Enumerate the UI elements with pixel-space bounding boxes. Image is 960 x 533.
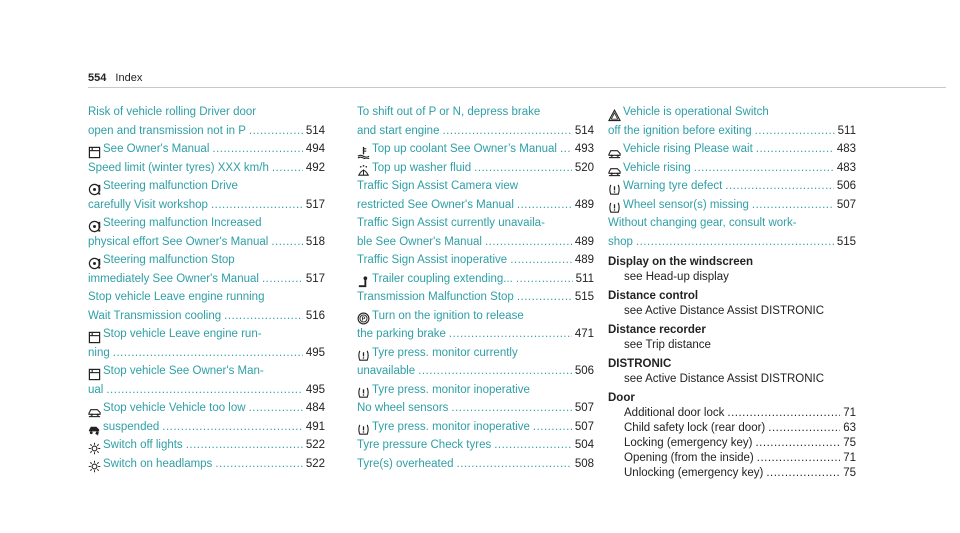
see-reference[interactable]: see Active Distance Assist DISTRONIC: [624, 305, 825, 317]
index-entry-text[interactable]: Top up coolant See Owner’s Manual: [372, 143, 557, 155]
index-entry-line: [608, 122, 856, 141]
page-ref[interactable]: 515: [836, 235, 856, 248]
sub-entry-text: Unlocking (emergency key): [624, 467, 764, 479]
dot-leader: [249, 122, 303, 141]
index-entry-text[interactable]: To shift out of P or N, depress brake: [357, 106, 541, 118]
dot-leader: [694, 159, 834, 178]
page-ref[interactable]: 517: [305, 198, 325, 211]
page-ref[interactable]: 514: [574, 124, 594, 137]
index-entry-text[interactable]: Trailer coupling extending...: [372, 272, 513, 285]
dot-leader: [211, 196, 303, 215]
index-entry[interactable]: [608, 140, 856, 159]
index-entry-line: [88, 381, 325, 400]
keyword-term: Display on the windscreen: [608, 256, 754, 268]
keyword-entry: [608, 357, 856, 387]
dot-leader: [186, 436, 303, 455]
dot-leader: [215, 455, 303, 474]
index-entry-line: [357, 251, 594, 270]
page-ref[interactable]: 489: [574, 254, 594, 266]
dot-leader: [755, 436, 840, 451]
index-entry-text[interactable]: Traffic Sign Assist Camera view: [357, 180, 519, 192]
index-entry-line: [88, 307, 325, 326]
light-icon: [88, 460, 101, 473]
page-ref[interactable]: 517: [305, 272, 325, 285]
page-ref[interactable]: 522: [305, 439, 325, 451]
index-entry[interactable]: [608, 214, 856, 251]
dot-leader: [451, 399, 571, 418]
index-entry-text[interactable]: Tyre(s) overheated: [357, 457, 454, 470]
index-entry[interactable]: [357, 103, 594, 140]
dot-leader: [517, 288, 572, 307]
index-entry-line: [357, 344, 594, 363]
keyword-entry: [608, 255, 856, 285]
index-entry[interactable]: [88, 399, 325, 418]
index-entry[interactable]: [357, 436, 594, 455]
dot-leader: [272, 159, 303, 178]
index-entry[interactable]: [88, 177, 325, 214]
dot-leader: [457, 455, 572, 474]
index-entry-text[interactable]: suspended: [103, 420, 160, 433]
index-column-1: [88, 103, 325, 473]
steering-warning-icon: [88, 220, 101, 233]
page-ref[interactable]: 495: [305, 346, 325, 359]
dot-leader: [418, 362, 572, 381]
page-ref[interactable]: 71: [843, 407, 856, 419]
light-icon: [88, 442, 101, 455]
index-column-2: [357, 103, 594, 473]
index-entry-line: [88, 270, 325, 289]
parking-brake-icon: [357, 312, 370, 325]
dot-leader: [560, 140, 572, 159]
page-ref[interactable]: 504: [574, 439, 594, 451]
index-entry-line: [357, 362, 594, 381]
see-reference[interactable]: see Trip distance: [624, 339, 711, 351]
page-ref[interactable]: 522: [305, 457, 325, 470]
index-entry-line: [88, 288, 325, 307]
index-entry-text[interactable]: Tyre press. monitor currently: [372, 346, 518, 359]
sub-entry-text: Opening (from the inside): [624, 452, 754, 464]
coolant-icon: [357, 146, 370, 159]
index-entry-text[interactable]: unavailable: [357, 365, 416, 377]
dot-leader: [249, 399, 303, 418]
index-entry-line: [88, 159, 325, 178]
index-entry-text[interactable]: immediately See Owner's Manual: [88, 272, 259, 285]
index-entry-text[interactable]: Top up washer fluid: [372, 161, 472, 174]
page-ref[interactable]: 494: [305, 143, 325, 155]
tyre-pressure-icon: [357, 349, 370, 362]
warning-triangle-icon: [608, 109, 621, 122]
page-ref[interactable]: 507: [836, 198, 856, 211]
drive-system-icon: [88, 423, 101, 436]
index-entry-line: [88, 399, 325, 418]
index-entry-text[interactable]: and start engine: [357, 124, 440, 137]
page-ref[interactable]: 518: [305, 235, 325, 248]
index-entry-line: [88, 196, 325, 215]
dot-leader: [755, 122, 835, 141]
index-entry-line: [608, 140, 856, 159]
index-entry-line: [357, 288, 594, 307]
index-entry-text[interactable]: Steering malfunction Increased: [103, 217, 262, 229]
page-number: 554: [88, 72, 107, 84]
dot-leader: [752, 196, 834, 215]
dot-leader: [766, 466, 840, 481]
index-entry-line: [88, 362, 325, 381]
tyre-pressure-icon: [357, 423, 370, 436]
page-ref[interactable]: 63: [843, 422, 856, 434]
index-entry-text[interactable]: Switch on headlamps: [103, 457, 213, 470]
index-entry-text[interactable]: Steering malfunction Drive: [103, 180, 238, 192]
keyword-entries: [608, 251, 856, 481]
index-entry-line: [357, 140, 594, 159]
vehicle-level-icon: [608, 164, 621, 177]
index-entry-text[interactable]: Without changing gear, consult work-: [608, 217, 797, 229]
index-entry[interactable]: [357, 177, 594, 214]
index-entry-text[interactable]: Stop vehicle Leave engine run-: [103, 328, 262, 340]
trailer-hitch-icon: [357, 275, 370, 288]
see-reference[interactable]: see Active Distance Assist DISTRONIC: [624, 373, 825, 385]
index-entry[interactable]: [88, 436, 325, 455]
index-entry-text[interactable]: physical effort See Owner's Manual: [88, 235, 269, 248]
index-entry-text[interactable]: off the ignition before exiting: [608, 124, 752, 137]
dot-leader: [768, 421, 840, 436]
page-ref[interactable]: 520: [574, 161, 594, 174]
page-ref[interactable]: 483: [836, 161, 856, 174]
keyword-term: Door: [608, 392, 635, 404]
page-ref[interactable]: 75: [843, 467, 856, 479]
sub-entry[interactable]: [608, 421, 856, 436]
page-ref[interactable]: 489: [574, 198, 594, 211]
index-entry[interactable]: [357, 140, 594, 159]
dot-leader: [757, 451, 840, 466]
tyre-pressure-icon: [608, 183, 621, 196]
index-entry-line: [88, 122, 325, 141]
index-entry-text[interactable]: Speed limit (winter tyres) XXX km/h: [88, 161, 269, 174]
index-entry-line: [357, 325, 594, 344]
tyre-pressure-icon: [357, 386, 370, 399]
index-entry-line: [88, 214, 325, 233]
dot-leader: [510, 251, 572, 270]
index-entry[interactable]: [357, 214, 594, 251]
index-entry-line: [88, 233, 325, 252]
index-entry-line: [608, 214, 856, 233]
index-entry-line: [88, 103, 325, 122]
page-ref[interactable]: 484: [305, 402, 325, 414]
index-entry-line: [88, 436, 325, 455]
index-entry-text[interactable]: ning: [88, 346, 110, 359]
page-ref[interactable]: 492: [305, 161, 325, 174]
index-entry-line: [357, 196, 594, 215]
steering-warning-icon: [88, 183, 101, 196]
sub-entry-text: Child safety lock (rear door): [624, 422, 766, 434]
page-ref[interactable]: 506: [836, 180, 856, 192]
index-entry-text[interactable]: Traffic Sign Assist currently unavaila-: [357, 217, 545, 229]
index-entry-line: [357, 159, 594, 178]
dot-leader: [224, 307, 303, 326]
index-entry-text[interactable]: restricted See Owner's Manual: [357, 198, 514, 211]
index-entry-text[interactable]: Vehicle rising Please wait: [623, 143, 753, 155]
index-entry-text[interactable]: Traffic Sign Assist inoperative: [357, 254, 508, 266]
page-ref[interactable]: 506: [574, 365, 594, 377]
page-ref[interactable]: 515: [574, 291, 594, 303]
index-entry-line: [357, 214, 594, 233]
index-entry-line: [88, 455, 325, 474]
page-ref[interactable]: 508: [574, 457, 594, 470]
index-entry-line: [357, 418, 594, 437]
page-ref[interactable]: 491: [305, 420, 325, 433]
index-entry-text[interactable]: Risk of vehicle rolling Driver door: [88, 106, 257, 118]
sub-entry[interactable]: [608, 451, 856, 466]
vehicle-level-icon: [608, 146, 621, 159]
index-entry[interactable]: [357, 307, 594, 344]
page-ref[interactable]: 507: [574, 402, 594, 414]
page-ref[interactable]: 514: [305, 124, 325, 137]
page-ref[interactable]: 493: [574, 143, 594, 155]
page-ref[interactable]: 75: [843, 437, 856, 449]
index-entry-text[interactable]: carefully Visit workshop: [88, 198, 208, 211]
index-entry-text[interactable]: Tyre press. monitor inoperative: [372, 383, 530, 396]
keyword-term: Distance recorder: [608, 324, 706, 336]
sub-entry-text: Additional door lock: [624, 407, 725, 419]
svg-text:P: P: [361, 316, 366, 323]
index-entry[interactable]: [608, 177, 856, 196]
index-entry-text[interactable]: See Owner's Manual: [103, 143, 210, 155]
page-ref[interactable]: 471: [574, 328, 594, 340]
index-entry[interactable]: [357, 159, 594, 178]
index-entry-line: [357, 455, 594, 474]
dot-leader: [106, 381, 302, 400]
page-ref[interactable]: 511: [837, 124, 856, 137]
index-entry-line: [88, 325, 325, 344]
dot-leader: [494, 436, 572, 455]
index-entry-text[interactable]: Tyre press. monitor inoperative: [372, 420, 530, 433]
index-entry-line: [88, 418, 325, 437]
index-entry-line: [357, 122, 594, 141]
message-entries: [608, 103, 856, 251]
index-entry-line: [88, 140, 325, 159]
index-entry-text[interactable]: Wait Transmission cooling: [88, 309, 222, 322]
tyre-pressure-icon: [608, 201, 621, 214]
index-entry-line: [357, 103, 594, 122]
sub-entry[interactable]: [608, 436, 856, 451]
index-entry-text[interactable]: Vehicle rising: [623, 161, 691, 174]
index-column-3: [608, 103, 856, 485]
dot-leader: [517, 196, 572, 215]
dot-leader: [485, 233, 572, 252]
dot-leader: [212, 140, 302, 159]
index-entry[interactable]: [88, 140, 325, 159]
dot-leader: [533, 418, 572, 437]
page-ref[interactable]: 483: [836, 143, 856, 155]
dot-leader: [271, 233, 302, 252]
keyword-entry: [608, 289, 856, 319]
page-ref[interactable]: 507: [574, 420, 594, 433]
vehicle-level-icon: [88, 405, 101, 418]
index-entry[interactable]: [88, 103, 325, 140]
index-entry[interactable]: [357, 381, 594, 418]
index-entry-line: [357, 307, 594, 326]
keyword-term: DISTRONIC: [608, 358, 672, 370]
washer-fluid-icon: [357, 164, 370, 177]
steering-warning-icon: [88, 257, 101, 270]
index-entry[interactable]: [357, 455, 594, 474]
index-entry[interactable]: [88, 455, 325, 474]
dot-leader: [162, 418, 303, 437]
dot-leader: [727, 406, 840, 421]
index-entry-text[interactable]: Stop vehicle Leave engine running: [88, 291, 265, 303]
index-entry[interactable]: [608, 103, 856, 140]
dot-leader: [113, 344, 303, 363]
index-entry-line: [88, 344, 325, 363]
index-entry[interactable]: [88, 418, 325, 437]
dot-leader: [756, 140, 834, 159]
index-entry-text[interactable]: the parking brake: [357, 328, 446, 340]
index-entry[interactable]: [88, 362, 325, 399]
sub-entry[interactable]: [608, 406, 856, 421]
index-entry-text[interactable]: ble See Owner's Manual: [357, 235, 482, 248]
index-entry-text[interactable]: Vehicle is operational Switch: [623, 106, 769, 118]
index-entry-text[interactable]: Warning tyre defect: [623, 180, 723, 192]
index-entry-text[interactable]: shop: [608, 235, 633, 248]
index-entry[interactable]: [88, 159, 325, 178]
index-entry[interactable]: [88, 214, 325, 251]
page-ref[interactable]: 71: [843, 452, 856, 464]
dot-leader: [449, 325, 572, 344]
page-ref[interactable]: 495: [305, 383, 325, 396]
index-entry-line: [608, 177, 856, 196]
index-entry-text[interactable]: Steering malfunction Stop: [103, 254, 235, 266]
index-entry-text[interactable]: open and transmission not in P: [88, 124, 246, 137]
index-entry[interactable]: [357, 418, 594, 437]
book-icon: [88, 146, 101, 159]
dot-leader: [725, 177, 834, 196]
index-entry-line: [608, 159, 856, 178]
index-entry-line: [88, 177, 325, 196]
page-ref[interactable]: 511: [575, 272, 594, 285]
index-entry-line: [608, 196, 856, 215]
index-entry-text[interactable]: Transmission Malfunction Stop: [357, 291, 514, 303]
index-entry-line: [357, 177, 594, 196]
sub-entry[interactable]: [608, 466, 856, 481]
index-entry[interactable]: [357, 288, 594, 307]
index-entry-line: [357, 270, 594, 289]
page-ref[interactable]: 489: [574, 235, 594, 248]
book-icon: [88, 368, 101, 381]
dot-leader: [442, 122, 571, 141]
dot-leader: [516, 270, 573, 289]
index-entry[interactable]: [88, 325, 325, 362]
see-reference[interactable]: see Head-up display: [624, 271, 729, 283]
index-entry[interactable]: [88, 288, 325, 325]
sub-entry-text: Locking (emergency key): [624, 437, 753, 449]
index-entry-text[interactable]: Stop vehicle See Owner's Man-: [103, 365, 264, 377]
index-entry-line: [608, 233, 856, 252]
index-entry-line: [357, 381, 594, 400]
index-entry-line: [608, 103, 856, 122]
index-entry-text[interactable]: Turn on the ignition to release: [372, 309, 524, 322]
page-header: [88, 71, 142, 85]
index-entry-text[interactable]: Tyre pressure Check tyres: [357, 439, 492, 451]
page-title: Index: [115, 72, 143, 84]
index-entry-line: [88, 251, 325, 270]
index-entry[interactable]: [608, 159, 856, 178]
keyword-entry: [608, 323, 856, 353]
index-entry[interactable]: [357, 251, 594, 270]
index-entry-text[interactable]: Switch off lights: [103, 439, 183, 451]
index-entry-line: [357, 399, 594, 418]
keyword-term: Distance control: [608, 290, 699, 302]
dot-leader: [474, 159, 572, 178]
index-entry-text[interactable]: Stop vehicle Vehicle too low: [103, 402, 246, 414]
index-entry[interactable]: [357, 344, 594, 381]
index-entry-line: [357, 436, 594, 455]
index-entry-text[interactable]: Wheel sensor(s) missing: [623, 198, 749, 211]
index-entry-text[interactable]: No wheel sensors: [357, 402, 449, 414]
index-entry-text[interactable]: ual: [88, 383, 104, 396]
keyword-entry: [608, 391, 856, 481]
index-entry[interactable]: [357, 270, 594, 289]
header-divider: [88, 87, 946, 88]
index-entry[interactable]: [608, 196, 856, 215]
book-icon: [88, 331, 101, 344]
index-entry-line: [357, 233, 594, 252]
dot-leader: [636, 233, 834, 252]
index-entry[interactable]: [88, 251, 325, 288]
dot-leader: [262, 270, 303, 289]
page-ref[interactable]: 516: [305, 309, 325, 322]
